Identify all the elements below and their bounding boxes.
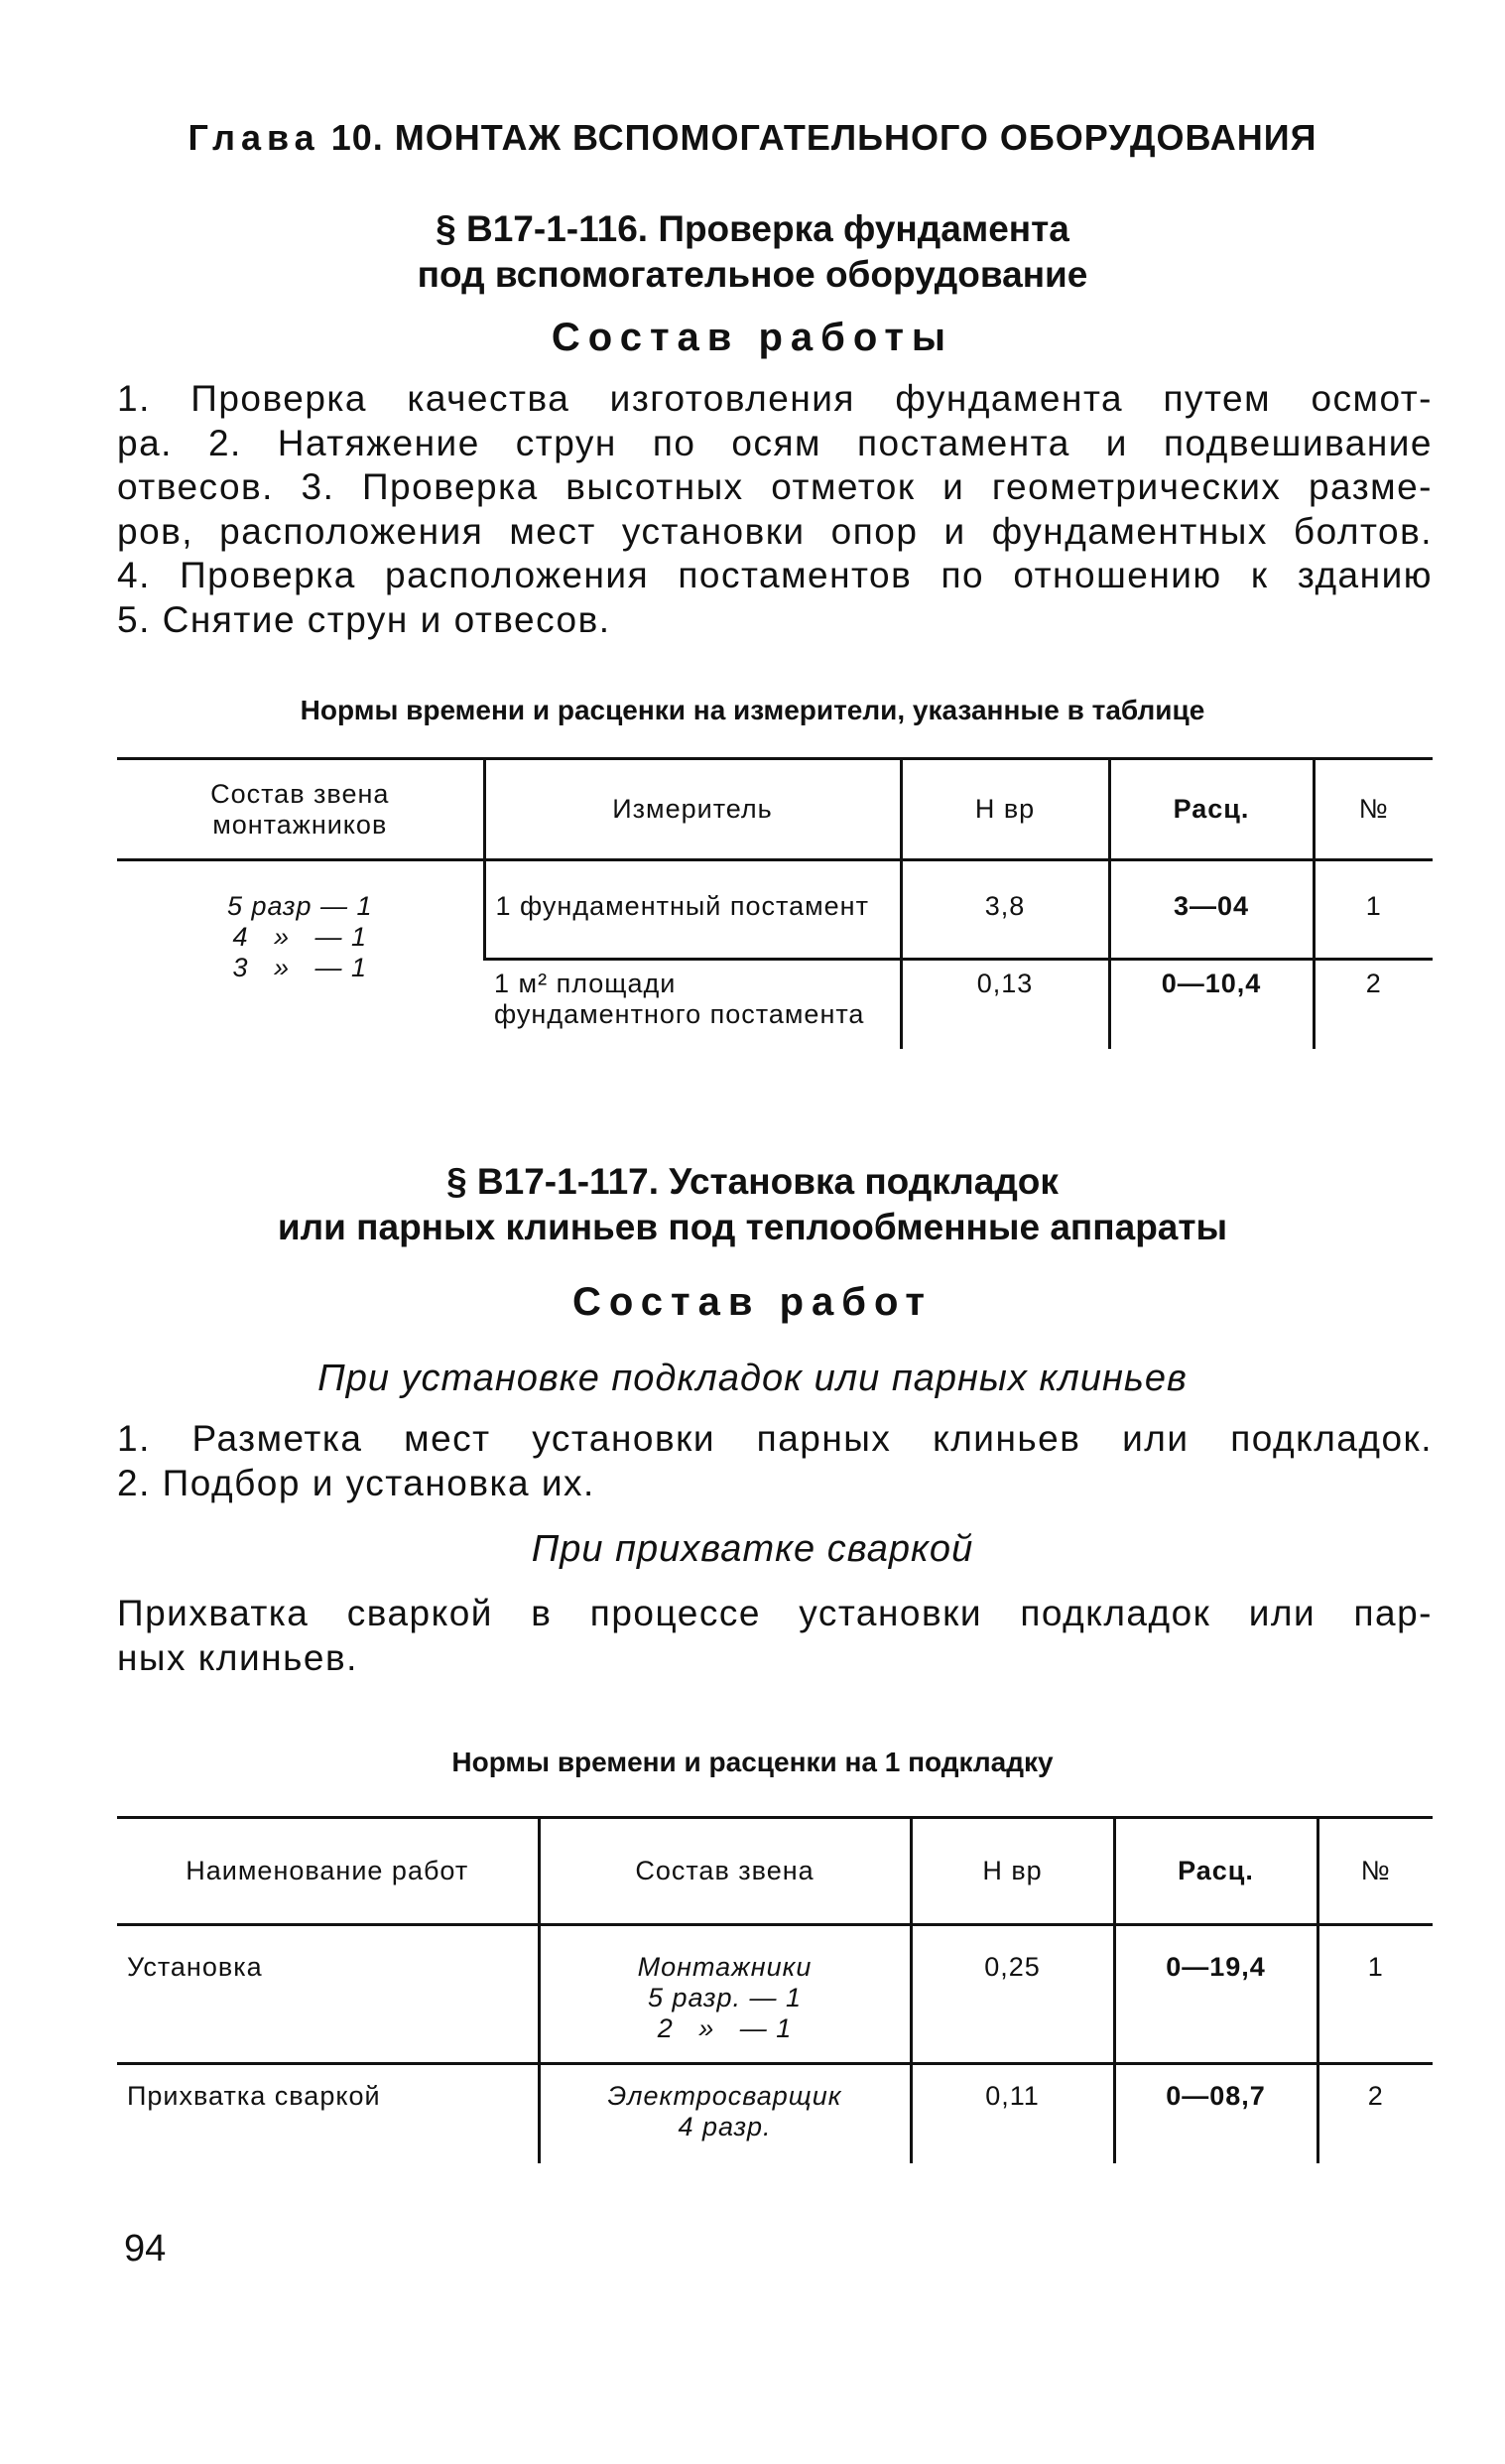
name-cell: Установка xyxy=(127,1952,263,1982)
section2-sub1-line: 1. Разметка мест установки парных клиньев или подкладок. xyxy=(117,1418,1433,1459)
header-crew: Состав звена xyxy=(539,1818,911,1925)
section1-text-line: ров, расположения мест установки опор и фундаментных болтов. xyxy=(117,510,1433,552)
section2-sub2-line: ных клиньев. xyxy=(117,1636,358,1678)
section2-sub2-line: Прихватка сваркой в процессе установки подкладок или пар- xyxy=(117,1593,1433,1633)
crew-cell: 5 разр — 1 4 » — 1 3 » — 1 xyxy=(226,891,373,982)
section2-composition-heading: Состав работ xyxy=(572,1280,933,1324)
section2-sub2-heading: При прихватке сваркой xyxy=(531,1528,974,1570)
chapter-heading xyxy=(0,117,1505,159)
section1-text-line: отвесов. 3. Проверка высотных отметок и геометрических разме- xyxy=(117,466,1433,507)
price-cell: 0—10,4 xyxy=(1109,960,1314,1049)
section1-text-line: ра. 2. Натяжение струн по осям постамента и подвешивание xyxy=(117,422,1433,463)
time-cell: 3,8 xyxy=(901,860,1109,960)
section2-sub1-line: 2. Подбор и установка их. xyxy=(117,1462,595,1503)
table-row xyxy=(117,1925,1433,2064)
header-num: № xyxy=(1317,1818,1433,1925)
price-cell: 0—08,7 xyxy=(1114,2064,1317,2163)
name-cell: Прихватка сваркой xyxy=(117,2064,539,2163)
section2-norms-table xyxy=(117,1816,1433,2163)
section2-sub2-text xyxy=(117,1592,1433,1680)
price-cell: 0—19,4 xyxy=(1114,1925,1317,2064)
header-crew: Состав звена монтажников xyxy=(117,759,484,860)
time-cell: 0,11 xyxy=(911,2064,1114,2163)
section1-text-line: 5. Снятие струн и отвесов. xyxy=(117,598,611,640)
section2-title-line2: или парных клиньев под теплообменные аппараты xyxy=(277,1207,1228,1247)
header-price: Расц. xyxy=(1114,1818,1317,1925)
header-time: Н вр xyxy=(911,1818,1114,1925)
table-header-row xyxy=(117,1818,1433,1925)
table-row xyxy=(117,2064,1433,2163)
price-cell: 3—04 xyxy=(1109,860,1314,960)
crew-cell: Электросварщик 4 разр. xyxy=(607,2081,842,2141)
chapter-title: 10. МОНТАЖ ВСПОМОГАТЕЛЬНОГО ОБОРУДОВАНИЯ xyxy=(330,117,1317,158)
section1-composition-heading: Состав работы xyxy=(551,316,954,359)
section1-text-line: 1. Проверка качества изготовления фундамента путем осмот- xyxy=(117,378,1433,419)
section1-text-line: 4. Проверка расположения постаментов по отношению к зданию xyxy=(117,555,1433,595)
section1-title-line2: под вспомогательное оборудование xyxy=(417,254,1088,295)
header-time: Н вр xyxy=(901,759,1109,860)
section2-sub1-heading: При установке подкладок или парных клиньев xyxy=(317,1358,1188,1399)
num-cell: 1 xyxy=(1314,860,1433,960)
section2-table-caption: Нормы времени и расценки на 1 подкладку xyxy=(451,1747,1054,1777)
chapter-prefix: Глава xyxy=(188,117,320,158)
section1-norms-table xyxy=(117,757,1433,1049)
section1-text xyxy=(117,377,1433,642)
header-name: Наименование работ xyxy=(117,1818,539,1925)
section2-title-line1: § В17-1-117. Установка подкладок xyxy=(446,1161,1059,1202)
crew-cell: Монтажники 5 разр. — 1 2 » — 1 xyxy=(637,1952,813,2043)
num-cell: 2 xyxy=(1317,2064,1433,2163)
page-number: 94 xyxy=(124,2228,167,2269)
num-cell: 1 xyxy=(1317,1925,1433,2064)
unit-cell: 1 фундаментный постамент xyxy=(484,860,901,960)
section1-title-line1: § В17-1-116. Проверка фундамента xyxy=(436,208,1069,249)
num-cell: 2 xyxy=(1314,960,1433,1049)
header-unit: Измеритель xyxy=(484,759,901,860)
unit-cell: 1 м² площади фундаментного постамента xyxy=(484,960,901,1049)
section1-title xyxy=(0,206,1505,298)
section2-title xyxy=(0,1159,1505,1250)
table-header-row xyxy=(117,759,1433,860)
header-price: Расц. xyxy=(1109,759,1314,860)
section2-sub1-text xyxy=(117,1417,1433,1505)
section1-table-caption: Нормы времени и расценки на измерители, указанные в таблице xyxy=(300,695,1205,725)
table-row xyxy=(117,860,1433,960)
time-cell: 0,25 xyxy=(911,1925,1114,2064)
header-num: № xyxy=(1314,759,1433,860)
time-cell: 0,13 xyxy=(901,960,1109,1049)
